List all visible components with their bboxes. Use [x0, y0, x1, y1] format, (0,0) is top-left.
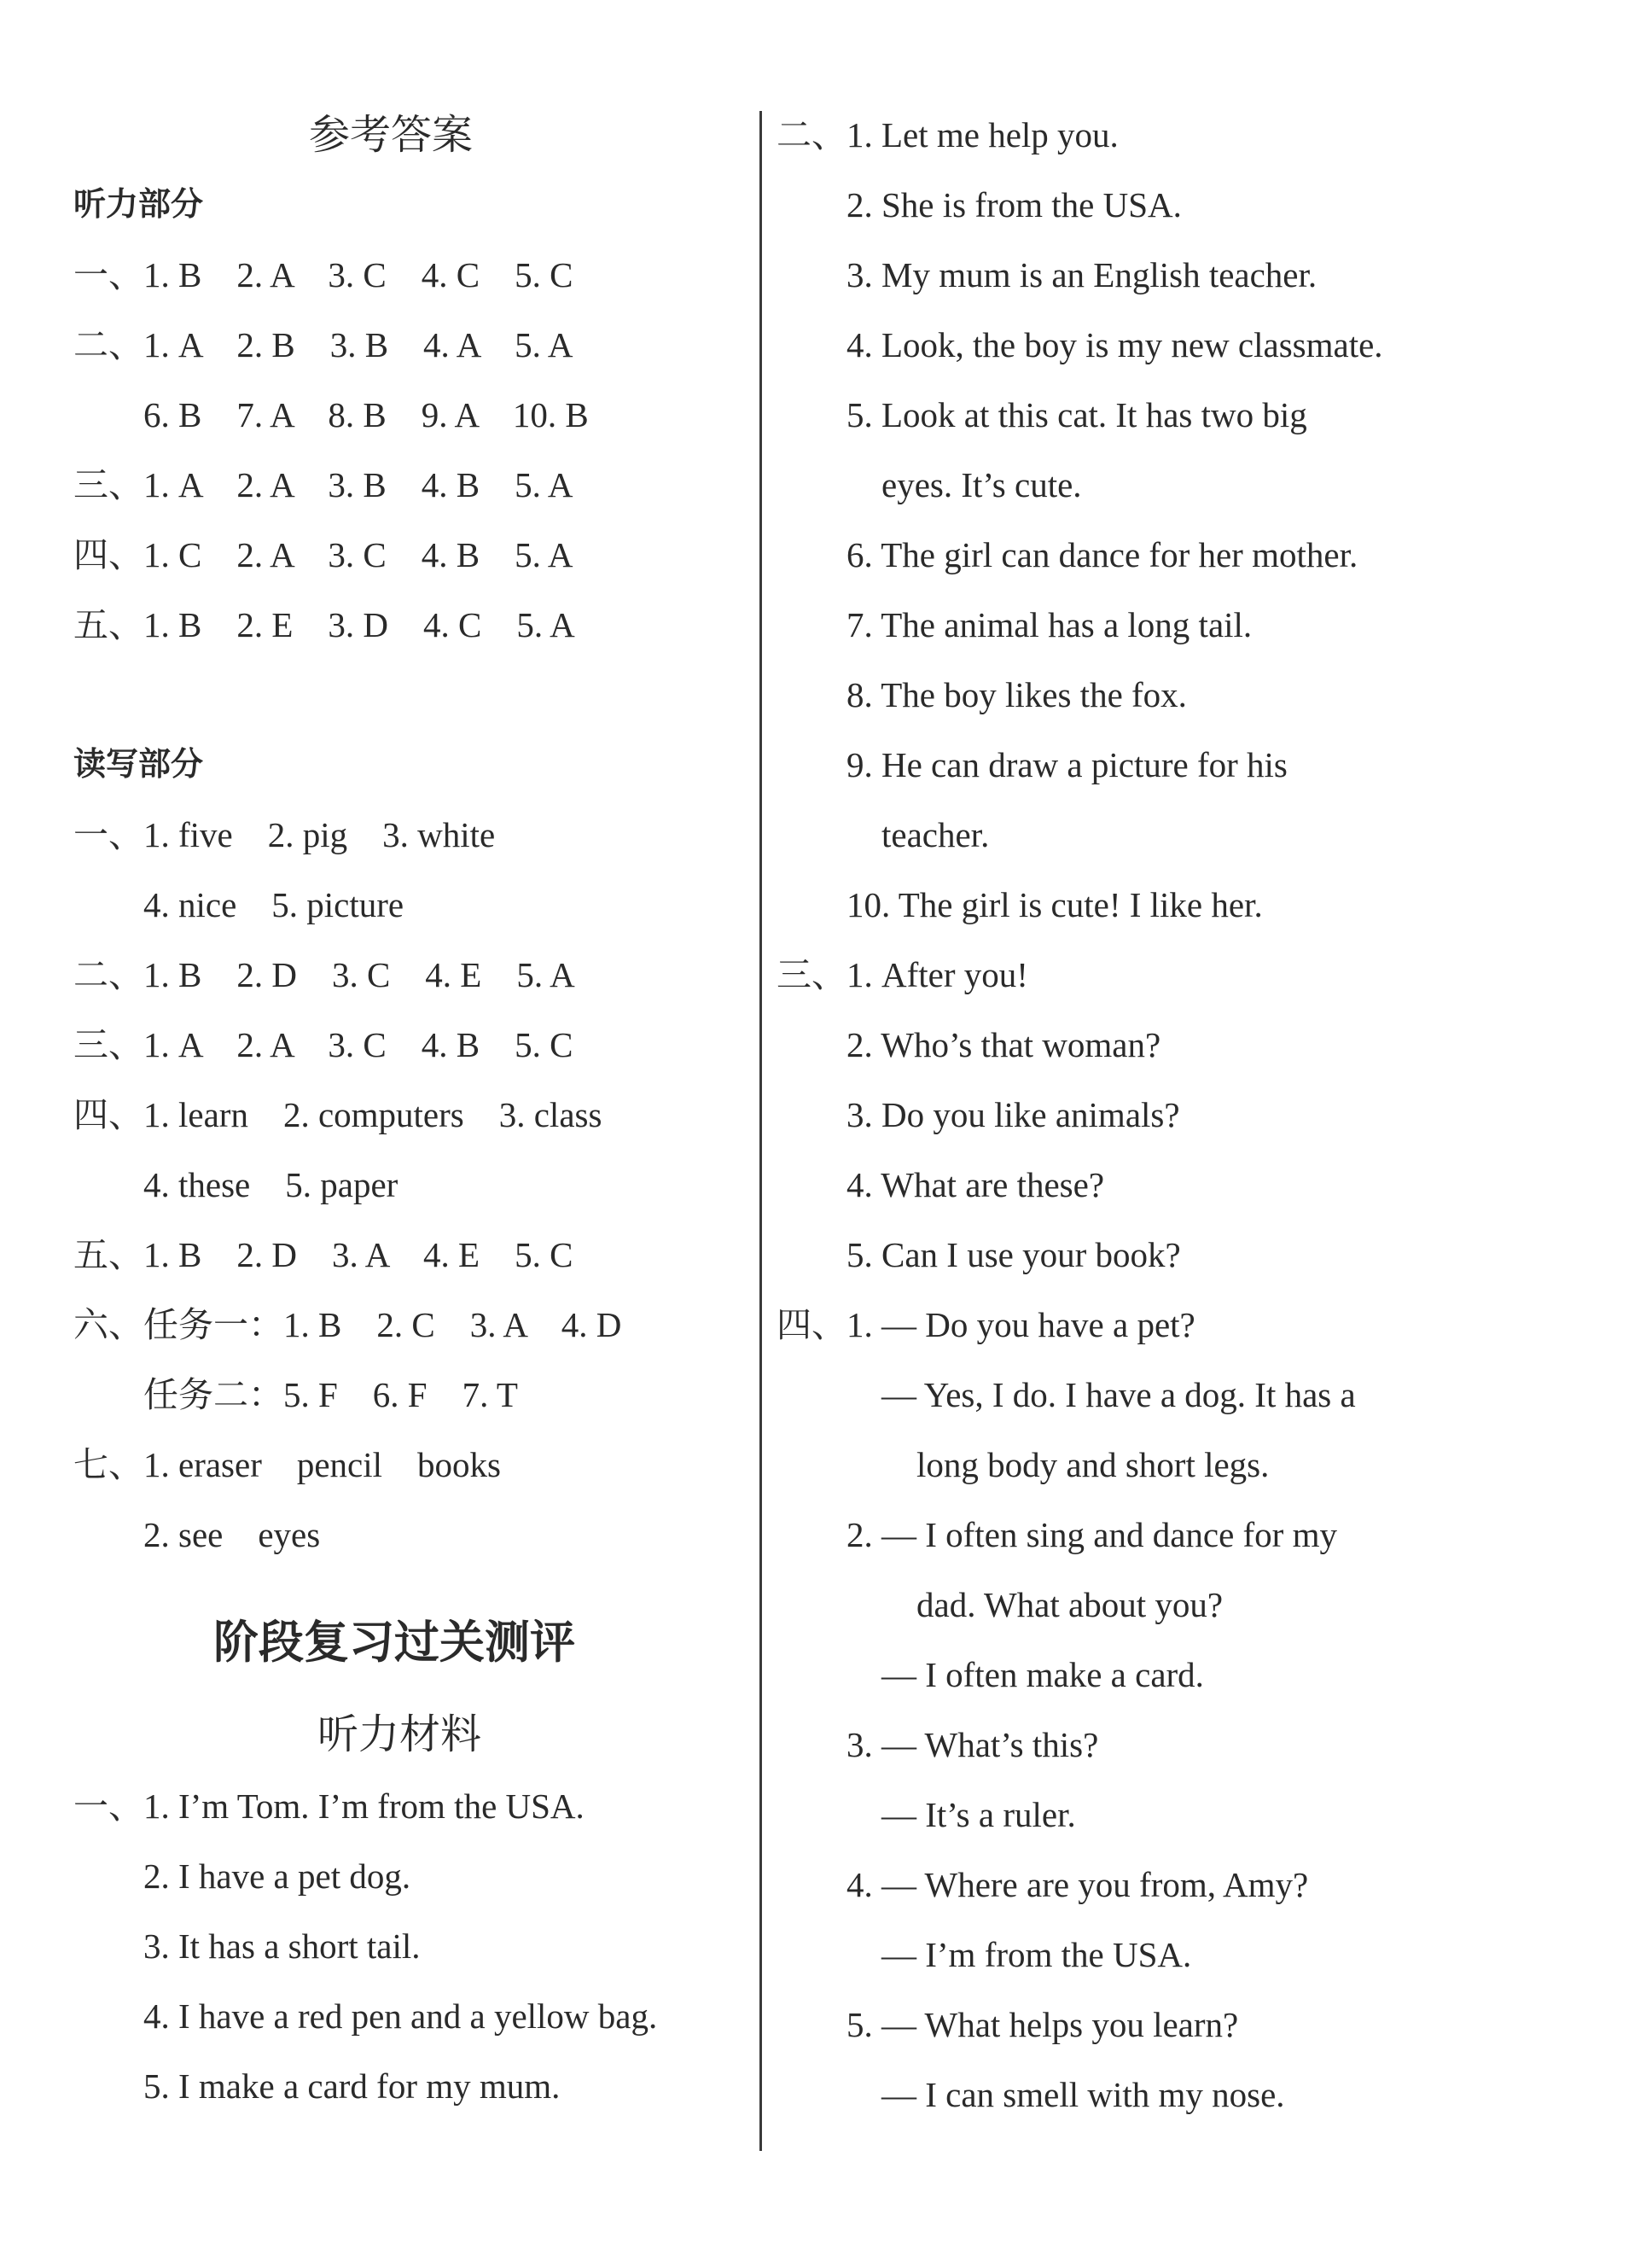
listening-material-row: 四、1. — Do you have a pet? — [777, 1305, 1195, 1344]
listening-material-row: 4. Look, the boy is my new classmate. — [777, 325, 1383, 364]
listening-material-row: 二、1. Let me help you. — [777, 115, 1119, 154]
listening-material-row: 5. I make a card for my mum. — [73, 2066, 561, 2106]
reading-writing-row: 三、1. A 2. A 3. C 4. B 5. C — [73, 1025, 573, 1064]
listening-material-row: — It’s a ruler. — [777, 1795, 1076, 1834]
reading-writing-row: 四、1. learn 2. computers 3. class — [73, 1095, 602, 1134]
reading-writing-row: 任务二：5. F 6. F 7. T — [73, 1375, 518, 1414]
listening-heading: 听力部分 — [73, 185, 204, 223]
listening-material-row: 2. Who’s that woman? — [777, 1025, 1161, 1064]
reading-writing-heading: 读写部分 — [73, 745, 204, 783]
listening-material-row: 3. It has a short tail. — [73, 1926, 421, 1966]
listening-material-row: 3. — What’s this? — [777, 1725, 1099, 1764]
listening-material-row: dad. What about you? — [777, 1585, 1224, 1624]
listening-material-row: — I can smell with my nose. — [777, 2075, 1285, 2114]
listening-material-row: eyes. It’s cute. — [777, 465, 1082, 504]
reading-writing-row: 4. these 5. paper — [73, 1165, 398, 1204]
reading-writing-row: 2. see eyes — [73, 1515, 321, 1554]
listening-row: 四、1. C 2. A 3. C 4. B 5. A — [73, 535, 573, 574]
listening-material-row: teacher. — [777, 815, 990, 854]
listening-material-row: 4. — Where are you from, Amy? — [777, 1865, 1309, 1904]
listening-material-row: 10. The girl is cute! I like her. — [777, 885, 1263, 924]
listening-material-row: 2. She is from the USA. — [777, 185, 1182, 224]
reading-writing-row: 二、1. B 2. D 3. C 4. E 5. A — [73, 955, 575, 994]
listening-material-row: — Yes, I do. I have a dog. It has a — [777, 1375, 1356, 1414]
column-divider — [759, 111, 762, 2151]
listening-row: 6. B 7. A 8. B 9. A 10. B — [73, 395, 589, 434]
listening-material-row: 2. — I often sing and dance for my — [777, 1515, 1337, 1554]
reading-writing-row: 六、任务一：1. B 2. C 3. A 4. D — [73, 1305, 622, 1344]
listening-row: 三、1. A 2. A 3. B 4. B 5. A — [73, 465, 573, 504]
left-column — [0, 0, 759, 2267]
listening-material-row: 4. What are these? — [777, 1165, 1105, 1204]
right-column — [777, 0, 1630, 2267]
listening-material-row: — I often make a card. — [777, 1655, 1204, 1694]
listening-row: 一、1. B 2. A 3. C 4. C 5. C — [73, 255, 573, 294]
listening-material-row: 一、1. I’m Tom. I’m from the USA. — [73, 1786, 585, 1826]
listening-material-row: 8. The boy likes the fox. — [777, 675, 1187, 714]
listening-row: 五、1. B 2. E 3. D 4. C 5. A — [73, 605, 575, 644]
reading-writing-row: 一、1. five 2. pig 3. white — [73, 815, 496, 854]
listening-material-row: 7. The animal has a long tail. — [777, 605, 1253, 644]
answer-key-title: 参考答案 — [309, 111, 474, 159]
listening-material-row: 5. Can I use your book? — [777, 1235, 1181, 1274]
listening-material-row: long body and short legs. — [777, 1445, 1270, 1484]
listening-material-row: 3. My mum is an English teacher. — [777, 255, 1318, 294]
listening-row: 二、1. A 2. B 3. B 4. A 5. A — [73, 325, 573, 364]
listening-material-row: 5. Look at this cat. It has two big — [777, 395, 1307, 434]
reading-writing-row: 五、1. B 2. D 3. A 4. E 5. C — [73, 1235, 573, 1274]
listening-material-row: 4. I have a red pen and a yellow bag. — [73, 1996, 658, 2036]
listening-material-row: — I’m from the USA. — [777, 1935, 1192, 1974]
listening-material-row: 5. — What helps you learn? — [777, 2005, 1239, 2044]
listening-material-row: 三、1. After you! — [777, 955, 1028, 994]
listening-material-row: 9. He can draw a picture for his — [777, 745, 1288, 784]
review-test-title: 阶段复习过关测评 — [213, 1617, 575, 1669]
listening-material-row: 2. I have a pet dog. — [73, 1856, 411, 1896]
reading-writing-row: 4. nice 5. picture — [73, 885, 404, 924]
reading-writing-row: 七、1. eraser pencil books — [73, 1445, 501, 1484]
listening-material-row: 6. The girl can dance for her mother. — [777, 535, 1358, 574]
listening-material-subtitle: 听力材料 — [317, 1710, 482, 1758]
listening-material-row: 3. Do you like animals? — [777, 1095, 1180, 1134]
